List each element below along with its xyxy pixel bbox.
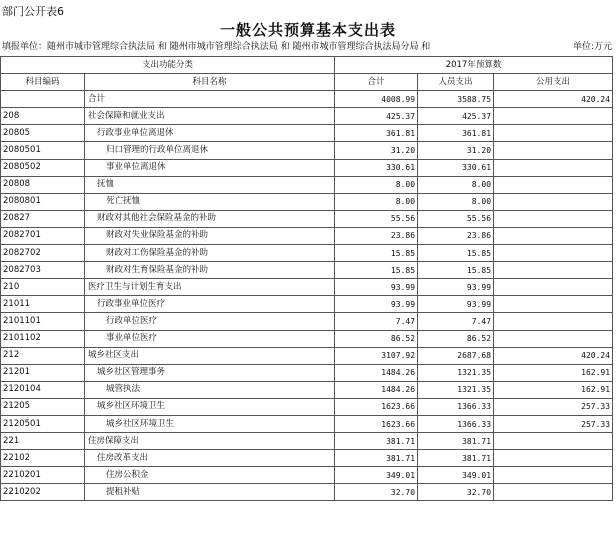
page-title: 一般公共预算基本支出表 [219,21,396,39]
row-personnel: 3588.75 [418,91,494,108]
row-public: 420.24 [494,91,613,108]
table-row [1,245,613,262]
row-name: 提租补贴 [85,484,335,501]
row-name: 死亡抚恤 [85,193,335,210]
row-total: 8.00 [335,176,418,193]
row-public [494,142,613,159]
row-name: 城乡社区环境卫生 [85,415,335,432]
row-personnel: 32.70 [418,484,494,501]
row-personnel: 15.85 [418,262,494,279]
row-code: 2082703 [1,262,85,279]
row-code: 210 [1,279,85,296]
table-row [1,91,613,108]
row-personnel: 1366.33 [418,398,494,415]
row-name: 归口管理的行政单位离退休 [85,142,335,159]
row-public [494,210,613,227]
row-public [494,159,613,176]
row-personnel: 381.71 [418,450,494,467]
row-name: 事业单位离退休 [85,159,335,176]
table-row [1,142,613,159]
row-personnel: 8.00 [418,176,494,193]
reporting-unit: 填报单位：随州市城市管理综合执法局 和 随州市城市管理综合执法局 和 随州市城市管理综合执法局分局 和 [2,42,431,52]
row-total: 31.20 [335,142,418,159]
header-name: 科目名称 [85,74,335,91]
row-code: 2101101 [1,313,85,330]
row-name: 城管执法 [85,381,335,398]
row-code: 2082702 [1,245,85,262]
row-public [494,484,613,501]
row-name: 住房公积金 [85,467,335,484]
row-personnel: 93.99 [418,296,494,313]
row-total: 32.70 [335,484,418,501]
row-public [494,330,613,347]
row-personnel: 361.81 [418,125,494,142]
document-label: 部门公开表6 [2,5,64,18]
row-personnel: 1366.33 [418,415,494,432]
row-public [494,193,613,210]
row-personnel: 15.85 [418,245,494,262]
row-code: 208 [1,108,85,125]
row-total: 4008.99 [335,91,418,108]
table-row [1,262,613,279]
table-row [1,176,613,193]
row-personnel: 349.01 [418,467,494,484]
row-total: 93.99 [335,296,418,313]
row-code: 2080502 [1,159,85,176]
row-code: 21201 [1,364,85,381]
row-name: 财政对生育保险基金的补助 [85,262,335,279]
row-public [494,227,613,244]
row-code: 2080501 [1,142,85,159]
row-public [494,262,613,279]
row-code [1,91,85,108]
table-row [1,296,613,313]
budget-table [0,56,613,501]
row-code: 212 [1,347,85,364]
row-total: 349.01 [335,467,418,484]
row-code: 2120501 [1,415,85,432]
table-row [1,450,613,467]
row-total: 1484.26 [335,364,418,381]
row-personnel: 2687.68 [418,347,494,364]
row-code: 2101102 [1,330,85,347]
row-public [494,433,613,450]
row-public [494,108,613,125]
row-public [494,176,613,193]
row-total: 361.81 [335,125,418,142]
row-total: 7.47 [335,313,418,330]
row-code: 22102 [1,450,85,467]
table-row [1,313,613,330]
row-public [494,313,613,330]
row-total: 425.37 [335,108,418,125]
row-public: 162.91 [494,381,613,398]
row-code: 2210201 [1,467,85,484]
header-group-row [1,57,613,74]
table-row [1,108,613,125]
row-total: 381.71 [335,450,418,467]
header-code: 科目编码 [1,74,85,91]
table-row [1,210,613,227]
table-row [1,159,613,176]
row-public [494,296,613,313]
row-code: 2082701 [1,227,85,244]
row-public [494,467,613,484]
row-personnel: 381.71 [418,433,494,450]
row-personnel: 7.47 [418,313,494,330]
table-row [1,398,613,415]
row-code: 20808 [1,176,85,193]
table-row [1,125,613,142]
currency-unit: 单位:万元 [572,42,612,52]
header-total: 合计 [335,74,418,91]
header-function-classification: 支出功能分类 [1,57,335,74]
row-public: 257.33 [494,398,613,415]
row-public: 162.91 [494,364,613,381]
row-total: 15.85 [335,262,418,279]
table-row [1,347,613,364]
table-row [1,364,613,381]
row-personnel: 1321.35 [418,381,494,398]
row-total: 1623.66 [335,415,418,432]
row-name: 抚恤 [85,176,335,193]
row-total: 93.99 [335,279,418,296]
row-total: 86.52 [335,330,418,347]
row-personnel: 330.61 [418,159,494,176]
table-row [1,433,613,450]
row-code: 21205 [1,398,85,415]
row-public [494,279,613,296]
table-row [1,279,613,296]
row-public [494,125,613,142]
row-name: 合计 [85,91,335,108]
row-total: 55.56 [335,210,418,227]
row-code: 20805 [1,125,85,142]
row-code: 21011 [1,296,85,313]
row-personnel: 1321.35 [418,364,494,381]
row-code: 221 [1,433,85,450]
row-name: 行政事业单位医疗 [85,296,335,313]
row-code: 2080801 [1,193,85,210]
header-public: 公用支出 [494,74,613,91]
row-name: 城乡社区管理事务 [85,364,335,381]
row-name: 医疗卫生与计划生育支出 [85,279,335,296]
table-row [1,227,613,244]
header-personnel: 人员支出 [418,74,494,91]
row-name: 财政对工伤保险基金的补助 [85,245,335,262]
row-total: 23.86 [335,227,418,244]
table-row [1,415,613,432]
row-public [494,450,613,467]
row-name: 住房改革支出 [85,450,335,467]
unit-info-row [0,40,616,54]
row-public [494,245,613,262]
row-total: 8.00 [335,193,418,210]
row-name: 事业单位医疗 [85,330,335,347]
row-name: 住房保障支出 [85,433,335,450]
row-name: 财政对其他社会保险基金的补助 [85,210,335,227]
table-row [1,467,613,484]
row-total: 3107.92 [335,347,418,364]
row-personnel: 425.37 [418,108,494,125]
row-name: 行政单位医疗 [85,313,335,330]
row-personnel: 31.20 [418,142,494,159]
row-personnel: 93.99 [418,279,494,296]
table-row [1,381,613,398]
table-row [1,330,613,347]
table-row [1,484,613,501]
row-name: 城乡社区环境卫生 [85,398,335,415]
row-name: 社会保障和就业支出 [85,108,335,125]
row-total: 1623.66 [335,398,418,415]
row-total: 381.71 [335,433,418,450]
table-row [1,193,613,210]
row-public: 420.24 [494,347,613,364]
row-code: 2120104 [1,381,85,398]
row-name: 城乡社区支出 [85,347,335,364]
row-public: 257.33 [494,415,613,432]
row-total: 1484.26 [335,381,418,398]
row-personnel: 23.86 [418,227,494,244]
header-column-row [1,74,613,91]
row-personnel: 55.56 [418,210,494,227]
row-total: 15.85 [335,245,418,262]
row-total: 330.61 [335,159,418,176]
row-code: 20827 [1,210,85,227]
row-name: 行政事业单位离退休 [85,125,335,142]
row-personnel: 8.00 [418,193,494,210]
header-budget-2017: 2017年预算数 [335,57,613,74]
row-code: 2210202 [1,484,85,501]
row-name: 财政对失业保险基金的补助 [85,227,335,244]
row-personnel: 86.52 [418,330,494,347]
